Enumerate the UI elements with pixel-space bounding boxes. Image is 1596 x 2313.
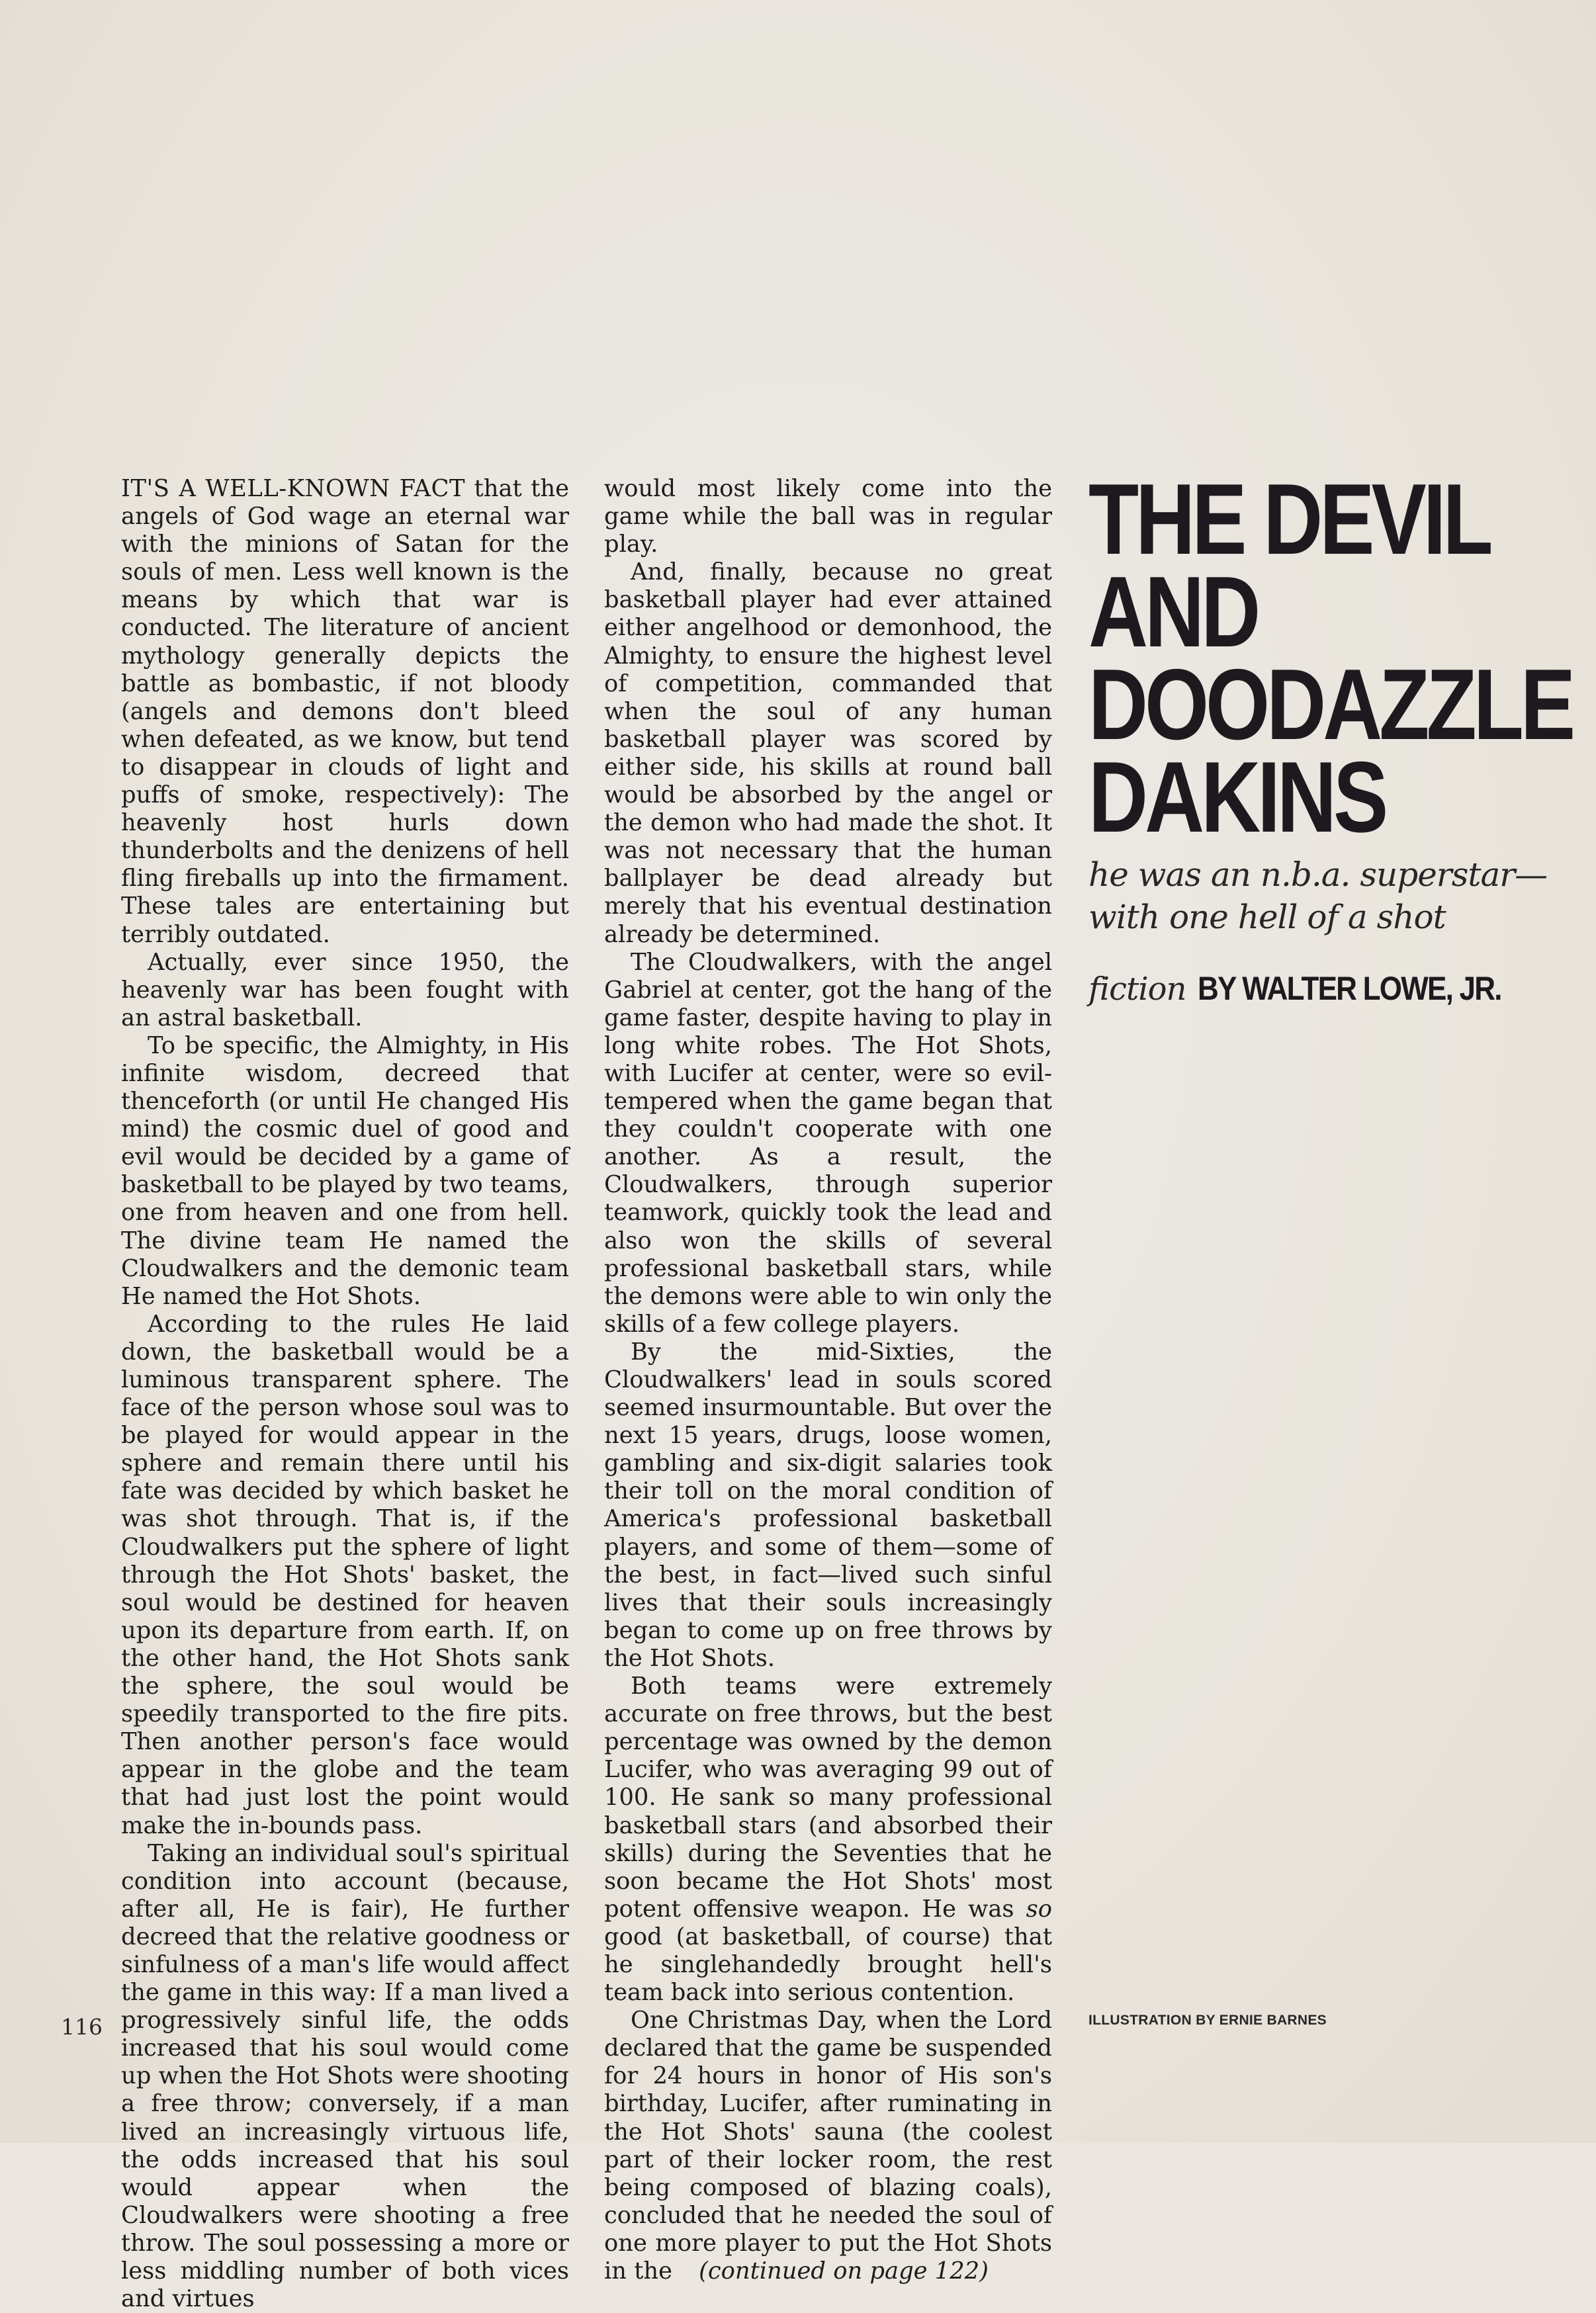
emphasis: so xyxy=(1026,1895,1052,1923)
article-subtitle xyxy=(1088,853,1552,938)
paragraph-text: One Christmas Day, when the Lord declared that the game be suspended for 24 hours in honor of His son's birthday, Lucifer, after ruminating in the Hot Shots' sauna (the coolest part of their locker room, the rest being composed of blazing coals), concluded that he needed the soul of one more player to put the Hot Shots in the xyxy=(604,2007,1052,2285)
illustration-credit: ILLUSTRATION BY ERNIE BARNES xyxy=(1088,2013,1327,2028)
paragraph: By the mid-Sixties, the Cloudwalkers' lead in souls scored seemed insurmountable. But over the next 15 years, drugs, loose women, gambling and six-digit salaries took their toll on the moral condition of America's professional basketball players, and some of them—some of the best, in fact—lived such sinful lives that their souls increasingly began to come up on free throws by the Hot Shots. xyxy=(604,1338,1052,1672)
paragraph: To be specific, the Almighty, in His infinite wisdom, decreed that thenceforth (or until He changed His mind) the cosmic duel of good and evil would be decided by a game of basketball to be played by two teams, one from heaven and one from hell. The divine team He named the Cloudwalkers and the demonic team He named the Hot Shots. xyxy=(121,1031,569,1310)
subtitle-line: with one hell of a shot xyxy=(1088,898,1446,936)
subtitle-line: he was an n.b.a. superstar— xyxy=(1088,855,1548,894)
lead-in: IT'S A WELL-KNOWN FACT xyxy=(121,475,466,502)
paragraph: The Cloudwalkers, with the angel Gabriel at center, got the hang of the game faster, despite having to play in long white robes. The Hot Shots, with Lucifer at center, were so evil-tempered when the game began that they couldn't cooperate with one another. As a result, the Cloudwalkers, through superior teamwork, quickly took the lead and also won the skills of several professional basketball stars, while the demons were able to win only the skills of a few college players. xyxy=(604,948,1052,1338)
paragraph: Actually, ever since 1950, the heavenly war has been fought with an astral basketball. xyxy=(121,948,569,1031)
title-line: DOODAZZLE xyxy=(1088,648,1573,761)
paragraph-text: good (at basketball, of course) that he singlehandedly brought hell's team back into serious contention. xyxy=(604,1923,1052,2007)
paragraph: According to the rules He laid down, the basketball would be a luminous transparent sphere. The face of the person whose soul was to be played for would appear in the sphere and remain there until his fate was decided by which basket he was shot through. That is, if the Cloudwalkers put the sphere of light through the Hot Shots' basket, the soul would be destined for heaven upon its departure from earth. If, on the other hand, the Hot Shots sank the sphere, the soul would be speedily transported to the fire pits. Then another person's face would appear in the globe and the team that had just lost the point would make the in-bounds pass. xyxy=(121,1310,569,1839)
paragraph-text: that the angels of God wage an eternal war with the minions of Satan for the souls of men. Less well known is the means by which that war is conducted. The literature of ancient mythology generally depicts the battle as bombastic, if not bloody (angels and demons don't bleed when defeated, as we know, but tend to disappear in clouds of light and puffs of smoke, respectively): The heavenly host hurls down thunderbolts and the denizens of hell fling fireballs up into the firmament. These tales are entertaining but terribly outdated. xyxy=(121,475,570,948)
byline-label: fiction xyxy=(1088,971,1186,1008)
title-line: AND xyxy=(1088,556,1258,668)
paragraph xyxy=(121,475,569,949)
article-column-1 xyxy=(121,475,569,2313)
paragraph: Taking an individual soul's spiritual condition into account (because, after all, He is fair), He further decreed that the relative goodness or sinfulness of a man's life would affect the game in this way: If a man lived a progressively sinful life, the odds increased that his soul would come up when the Hot Shots were shooting a free throw; conversely, if a man lived an increasingly virtuous life, the odds increased that his soul would appear when the Cloudwalkers were shooting a free throw. The soul possessing a more or less middling number of both vices and virtues xyxy=(121,1839,569,2313)
page-number: 116 xyxy=(61,2014,103,2040)
paragraph xyxy=(604,2007,1052,2285)
paragraph: would most likely come into the game while the ball was in regular play. xyxy=(604,475,1052,558)
paragraph: And, finally, because no great basketball player had ever attained either angelhood or demonhood, the Almighty, to ensure the highest level of competition, commanded that when the soul of any human basketball player was scored by either side, his skills at round ball would be absorbed by the angel or the demon who had made the shot. It was not necessary that the human ballplayer be dead already but merely that his eventual destination already be determined. xyxy=(604,558,1052,948)
article-column-2 xyxy=(604,475,1052,2285)
paragraph xyxy=(604,1673,1052,2007)
paragraph-text: Both teams were extremely accurate on free throws, but the best percentage was owned by the demon Lucifer, who was averaging 99 out of 100. He sank so many professional basketball stars (and absorbed their skills) during the Seventies that he soon became the Hot Shots' most potent offensive weapon. He was xyxy=(604,1673,1052,1923)
article-title xyxy=(1088,463,1573,853)
byline xyxy=(1088,969,1565,1008)
title-line: DAKINS xyxy=(1088,741,1386,853)
byline-author: BY WALTER LOWE, JR. xyxy=(1198,970,1502,1007)
title-line: THE DEVIL xyxy=(1088,463,1490,576)
continued-note: (continued on page 122) xyxy=(699,2257,989,2285)
